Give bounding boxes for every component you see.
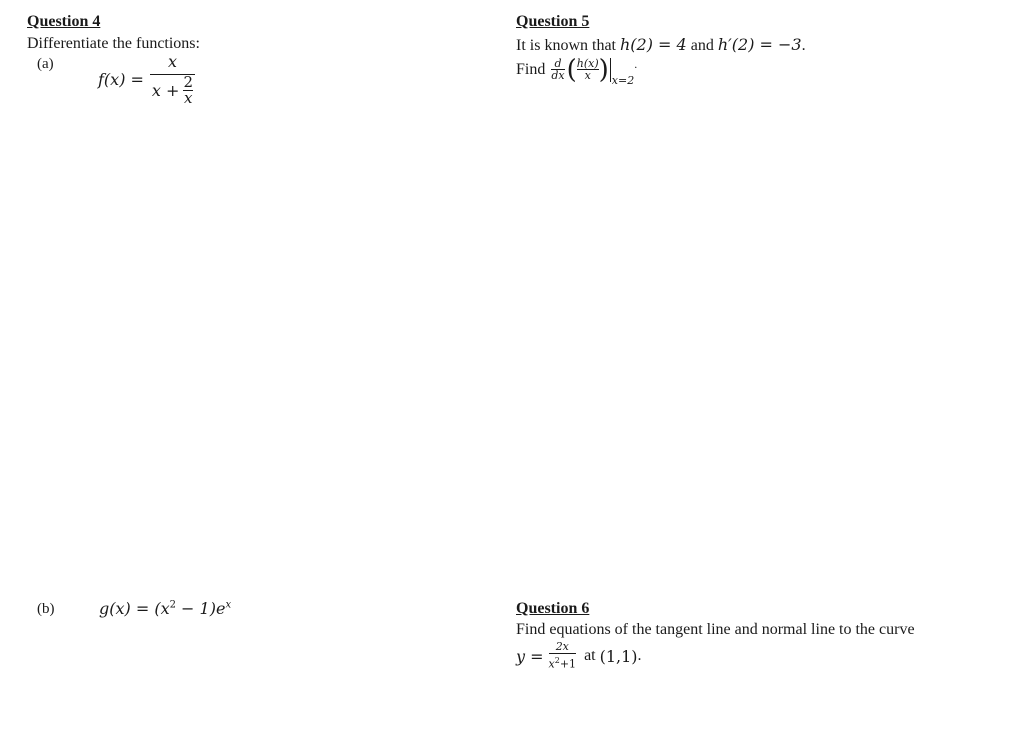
q5-period: . — [801, 37, 806, 54]
f-inner-num: 2 — [183, 73, 193, 91]
question-6-curve — [516, 641, 642, 672]
h-denominator: x — [584, 69, 591, 82]
curve-denominator — [549, 654, 577, 672]
g-exp-x: x — [225, 599, 232, 611]
f-denominator — [150, 75, 195, 106]
f-den-prefix: x + — [151, 81, 180, 100]
question-4-instruction: Differentiate the functions: — [27, 35, 200, 52]
q5-find-label: Find — [516, 61, 546, 78]
f-inner-fraction — [183, 75, 193, 106]
question-6-text: Find equations of the tangent line and normal line to the curve — [516, 621, 915, 638]
h-numerator: h(x) — [576, 57, 599, 70]
d-numerator: d — [554, 57, 562, 70]
function-g-equation — [99, 599, 231, 619]
q5-h2: h(2) = 4 — [620, 35, 687, 54]
part-b-label: (b) — [37, 601, 55, 617]
g-expr-prefix: g(x) = (x — [99, 599, 170, 618]
evaluation-point: x=2 — [611, 74, 635, 87]
q5-end: . — [634, 57, 638, 71]
function-f-equation — [98, 52, 195, 106]
g-expr-mid: − 1)e — [175, 599, 226, 618]
curve-numerator: 2x — [555, 640, 569, 653]
derivative-operator — [551, 58, 564, 82]
d-denominator: dx — [551, 69, 565, 82]
question-5-find — [516, 55, 638, 87]
den-exp: 2 — [554, 656, 560, 665]
question-6-heading: Question 6 — [516, 600, 590, 617]
q6-end: . — [637, 647, 642, 665]
q5-and: and — [686, 37, 718, 54]
curve-fraction — [549, 641, 577, 672]
q6-lhs: y = — [516, 646, 544, 666]
question-4-heading: Question 4 — [27, 13, 101, 30]
h-over-x-fraction — [577, 58, 599, 82]
question-5-heading: Question 5 — [516, 13, 590, 30]
den-rest: +1 — [559, 657, 577, 671]
q6-at: at — [584, 647, 596, 665]
f-fraction — [150, 52, 195, 106]
evaluation-bar — [610, 58, 611, 82]
den-base: x — [548, 657, 555, 671]
q6-point: (1,1) — [599, 646, 638, 666]
left-paren: ( — [566, 55, 577, 85]
q5-text-prefix: It is known that — [516, 37, 620, 54]
f-numerator: x — [167, 52, 177, 71]
q5-hp2: h′(2) = −3 — [717, 35, 802, 54]
g-exp-2: 2 — [169, 599, 176, 611]
f-lhs: f(x) = — [98, 69, 144, 89]
part-a-label: (a) — [37, 56, 54, 72]
question-5-given — [516, 35, 806, 55]
right-paren: ) — [598, 55, 609, 85]
f-inner-den: x — [183, 89, 193, 107]
